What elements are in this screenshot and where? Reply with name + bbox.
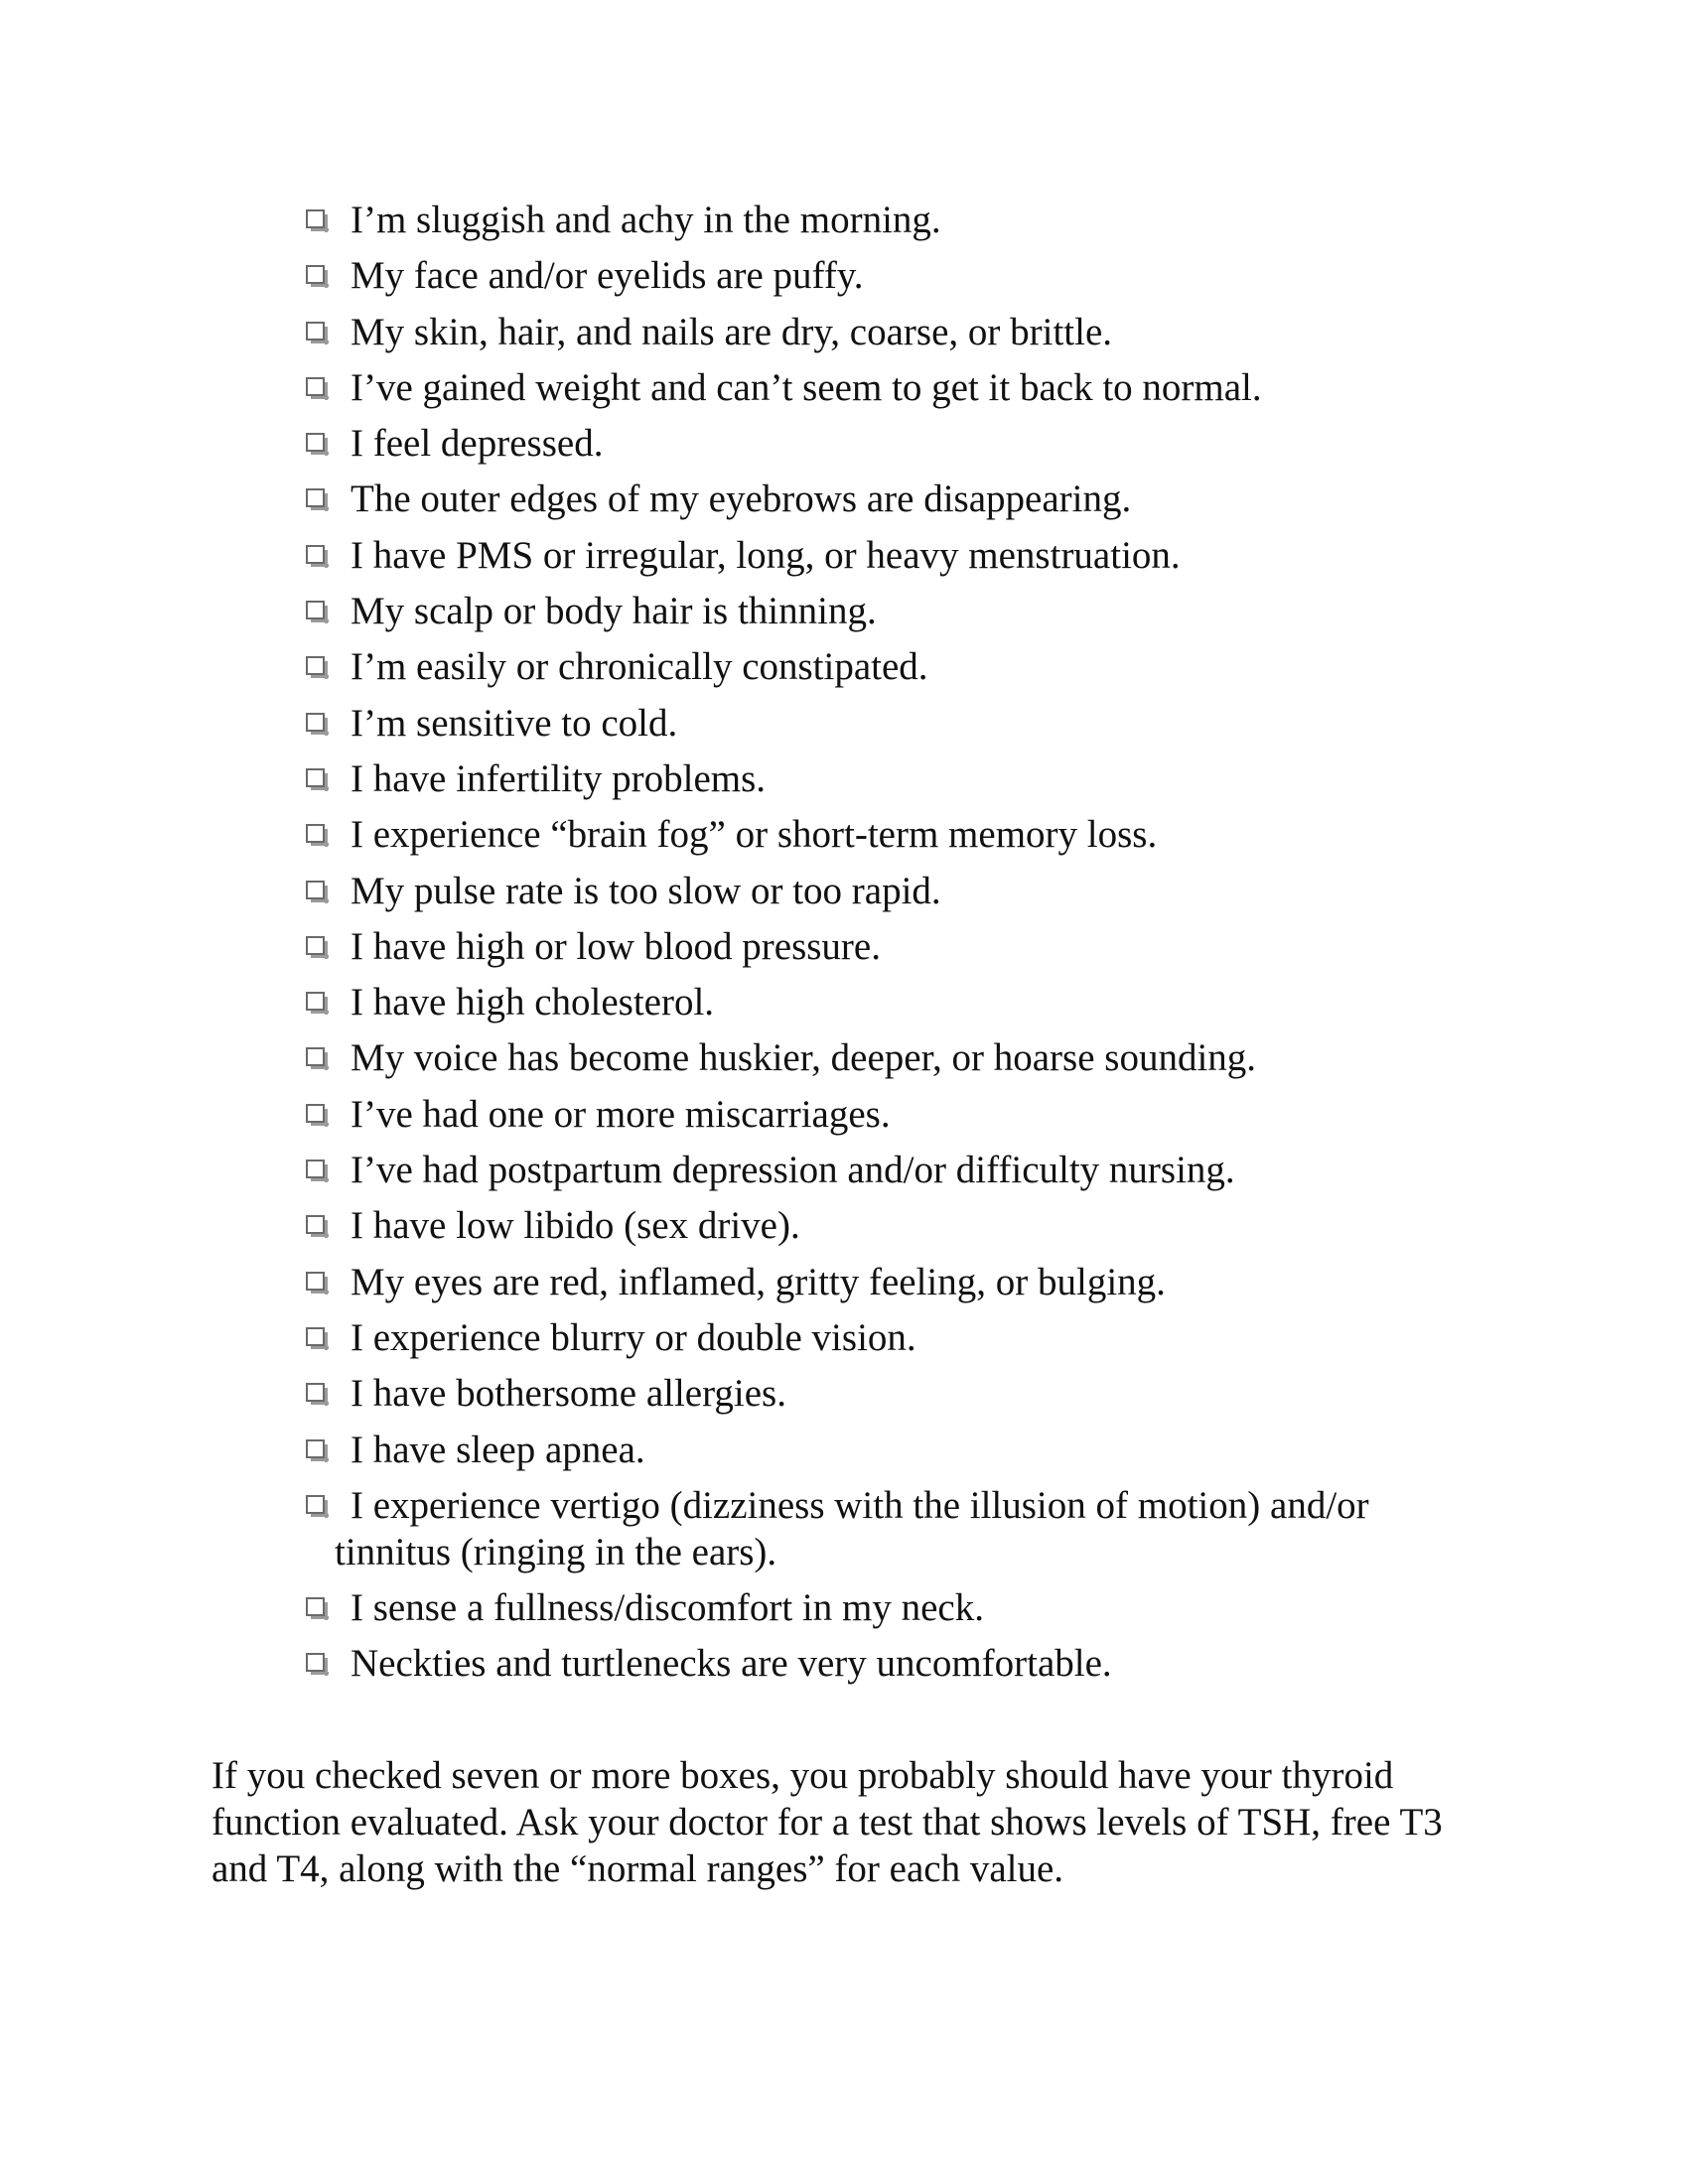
checklist-item-label: I’ve had postpartum depression and/or difficulty nursing. <box>351 1149 1235 1192</box>
checklist-item <box>306 588 1497 634</box>
checkbox-icon[interactable] <box>306 433 325 452</box>
checkbox-icon[interactable] <box>306 545 325 564</box>
checklist-item-label: I’ve had one or more miscarriages. <box>351 1092 891 1136</box>
checklist-item <box>306 532 1497 579</box>
checklist-item-label: I have low libido (sex drive). <box>351 1204 800 1248</box>
checklist-item-label-line-2: tinnitus (ringing in the ears). <box>335 1530 777 1573</box>
checklist-item <box>306 1202 1497 1249</box>
checklist-item-label: I have sleep apnea. <box>351 1428 645 1471</box>
checklist-item-label: I’ve gained weight and can’t seem to get it back to normal. <box>351 365 1262 409</box>
checklist-item-label: My eyes are red, inflamed, gritty feeling, or bulging. <box>351 1260 1166 1303</box>
checklist-item-label: I have infertility problems. <box>351 756 767 800</box>
checklist-item-label-line-1: I experience vertigo (dizziness with the illusion of motion) and/or <box>351 1483 1369 1527</box>
checklist-item-label: Neckties and turtlenecks are very uncomfortable. <box>351 1642 1112 1686</box>
checkbox-icon[interactable] <box>306 1439 325 1458</box>
checkbox-icon[interactable] <box>306 377 325 396</box>
checklist-item-label: My voice has become huskier, deeper, or hoarse sounding. <box>351 1036 1257 1080</box>
checklist-item <box>306 252 1497 299</box>
checklist-item-label: My face and/or eyelids are puffy. <box>351 254 864 298</box>
checklist-item-label: I have PMS or irregular, long, or heavy menstruation. <box>351 533 1181 577</box>
checkbox-icon[interactable] <box>306 713 325 732</box>
checkbox-icon[interactable] <box>306 768 325 787</box>
checkbox-icon[interactable] <box>306 1047 325 1066</box>
checklist-item <box>306 923 1497 970</box>
checklist-item <box>306 1584 1497 1631</box>
checkbox-icon[interactable] <box>306 265 325 284</box>
checklist-item-label: I have bothersome allergies. <box>351 1372 786 1416</box>
checklist-item-label: My pulse rate is too slow or too rapid. <box>351 869 941 912</box>
checkbox-icon[interactable] <box>306 1327 325 1346</box>
checklist-item <box>306 1370 1497 1417</box>
checklist-item-label: My scalp or body hair is thinning. <box>351 590 877 633</box>
checkbox-icon[interactable] <box>306 1160 325 1178</box>
checklist-item-label: I sense a fullness/discomfort in my neck. <box>351 1586 984 1630</box>
checklist-item-label: The outer edges of my eyebrows are disappearing. <box>351 478 1132 521</box>
checkbox-icon[interactable] <box>306 1215 325 1234</box>
checkbox-icon[interactable] <box>306 1495 325 1514</box>
checkbox-icon[interactable] <box>306 1104 325 1123</box>
symptom-checklist <box>306 197 1497 1697</box>
checkbox-icon[interactable] <box>306 1272 325 1291</box>
checklist-item-label: I feel depressed. <box>351 422 604 466</box>
checkbox-icon[interactable] <box>306 1383 325 1402</box>
checkbox-icon[interactable] <box>306 936 325 955</box>
checklist-item <box>306 1482 1497 1575</box>
conclusion-paragraph: If you checked seven or more boxes, you probably should have your thyroid function evaluated. Ask your doctor for a test that shows levels of TSH, free T3 and T4, along with the “normal ranges” for each value. <box>211 1754 1443 1890</box>
checkbox-icon[interactable] <box>306 881 325 899</box>
checklist-item <box>306 1259 1497 1305</box>
checklist-item <box>306 1640 1497 1687</box>
checklist-item <box>306 643 1497 690</box>
checkbox-icon[interactable] <box>306 1653 325 1672</box>
checklist-item <box>306 700 1497 747</box>
checklist-item-label: I’m sluggish and achy in the morning. <box>351 199 941 241</box>
checklist-item <box>306 868 1497 914</box>
checkbox-icon[interactable] <box>306 824 325 843</box>
checkbox-icon[interactable] <box>306 209 325 228</box>
checklist-item <box>306 364 1497 411</box>
checkbox-icon[interactable] <box>306 488 325 507</box>
checklist-item-label: I’m easily or chronically constipated. <box>351 645 928 689</box>
checkbox-icon[interactable] <box>306 992 325 1011</box>
checklist-item <box>306 1091 1497 1138</box>
checkbox-icon[interactable] <box>306 656 325 675</box>
checklist-item-label: I experience “brain fog” or short-term memory loss. <box>351 813 1158 857</box>
checklist-item-label: I’m sensitive to cold. <box>351 701 678 745</box>
checklist-item <box>306 811 1497 858</box>
checklist-item-label: I have high cholesterol. <box>351 981 715 1024</box>
checklist-item <box>306 476 1497 522</box>
checklist-item-label <box>335 1482 1497 1575</box>
checklist-item-label: My skin, hair, and nails are dry, coarse, or brittle. <box>351 310 1113 353</box>
checkbox-icon[interactable] <box>306 322 325 341</box>
checklist-item <box>306 1314 1497 1361</box>
checklist-item <box>306 420 1497 467</box>
checklist-item-label: I experience blurry or double vision. <box>351 1315 916 1359</box>
checklist-item <box>306 1147 1497 1193</box>
checklist-item <box>306 197 1497 243</box>
checkbox-icon[interactable] <box>306 1597 325 1616</box>
checklist-item-label: I have high or low blood pressure. <box>351 924 881 968</box>
checklist-item <box>306 1034 1497 1081</box>
checklist-item <box>306 309 1497 355</box>
checklist-item <box>306 979 1497 1025</box>
checklist-item <box>306 1427 1497 1473</box>
checklist-item <box>306 755 1497 802</box>
checkbox-icon[interactable] <box>306 601 325 619</box>
